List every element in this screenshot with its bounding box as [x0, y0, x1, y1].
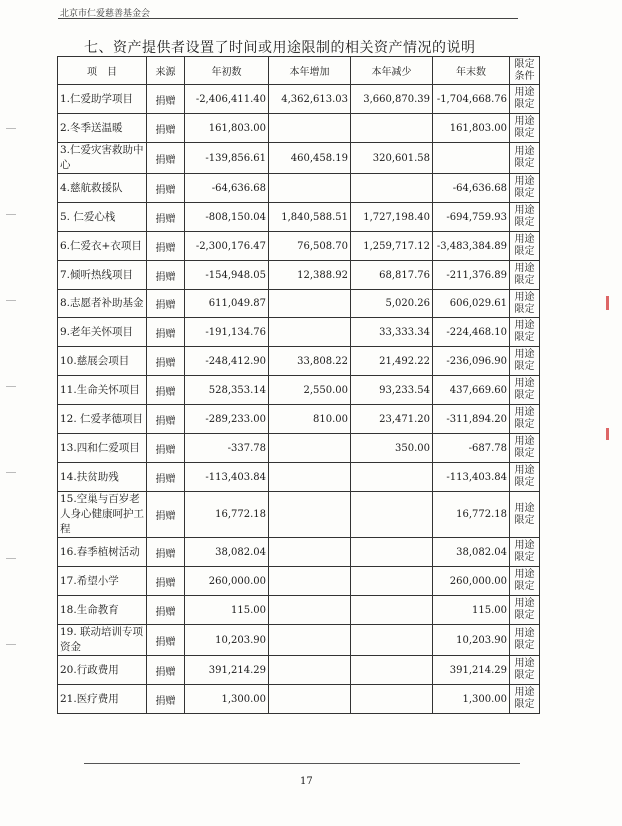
- cell-item: 20.行政费用: [58, 656, 147, 685]
- table-row: [58, 174, 540, 203]
- cell-increase: [269, 538, 351, 567]
- table-row: [58, 376, 540, 405]
- cell-source: 捐赠: [147, 114, 185, 143]
- column-header-opening: 年初数: [185, 57, 269, 85]
- cell-closing: 1,300.00: [433, 685, 510, 714]
- cell-decrease: 93,233.54: [351, 376, 433, 405]
- cell-item: 13.四和仁爱项目: [58, 434, 147, 463]
- cell-opening: -2,300,176.47: [185, 232, 269, 261]
- cell-increase: 12,388.92: [269, 261, 351, 290]
- table-row: [58, 143, 540, 174]
- cell-source: 捐赠: [147, 596, 185, 625]
- column-header-source: 来源: [147, 57, 185, 85]
- cell-item: 7.倾听热线项目: [58, 261, 147, 290]
- cell-source: 捐赠: [147, 492, 185, 538]
- cell-increase: [269, 174, 351, 203]
- cell-limit: 用途限定: [510, 261, 540, 290]
- cell-closing: -694,759.93: [433, 203, 510, 232]
- cell-increase: [269, 596, 351, 625]
- cell-decrease: 68,817.76: [351, 261, 433, 290]
- cell-closing: 161,803.00: [433, 114, 510, 143]
- cell-source: 捐赠: [147, 405, 185, 434]
- table-row: [58, 434, 540, 463]
- cell-increase: [269, 625, 351, 656]
- column-header-decrease: 本年减少: [351, 57, 433, 85]
- table-header-row: [58, 57, 540, 85]
- cell-increase: 810.00: [269, 405, 351, 434]
- cell-decrease: [351, 463, 433, 492]
- table-row: [58, 625, 540, 656]
- cell-closing: -687.78: [433, 434, 510, 463]
- cell-item: 4.慈航救援队: [58, 174, 147, 203]
- cell-opening: 611,049.87: [185, 290, 269, 318]
- organization-header: 北京市仁爱慈善基金会: [60, 9, 151, 19]
- cell-source: 捐赠: [147, 463, 185, 492]
- cell-decrease: [351, 114, 433, 143]
- cell-closing: -113,403.84: [433, 463, 510, 492]
- cell-item: 8.志愿者补助基金: [58, 290, 147, 318]
- cell-item: 1.仁爱助学项目: [58, 85, 147, 114]
- cell-opening: -64,636.68: [185, 174, 269, 203]
- cell-limit: 用途限定: [510, 492, 540, 538]
- cell-decrease: [351, 174, 433, 203]
- cell-closing: -311,894.20: [433, 405, 510, 434]
- margin-tick: [6, 214, 16, 215]
- cell-source: 捐赠: [147, 625, 185, 656]
- cell-source: 捐赠: [147, 538, 185, 567]
- cell-limit: 用途限定: [510, 290, 540, 318]
- cell-limit: 用途限定: [510, 685, 540, 714]
- cell-opening: 16,772.18: [185, 492, 269, 538]
- cell-item: 3.仁爱灾害救助中心: [58, 143, 147, 174]
- column-header-increase: 本年增加: [269, 57, 351, 85]
- cell-opening: 161,803.00: [185, 114, 269, 143]
- cell-opening: -289,233.00: [185, 405, 269, 434]
- margin-tick: [6, 128, 16, 129]
- cell-increase: [269, 434, 351, 463]
- cell-opening: 38,082.04: [185, 538, 269, 567]
- red-seal-mark: [606, 296, 609, 310]
- cell-source: 捐赠: [147, 203, 185, 232]
- cell-source: 捐赠: [147, 567, 185, 596]
- cell-closing: -224,468.10: [433, 318, 510, 347]
- cell-limit: 用途限定: [510, 143, 540, 174]
- cell-source: 捐赠: [147, 656, 185, 685]
- table-row: [58, 318, 540, 347]
- cell-limit: 用途限定: [510, 434, 540, 463]
- cell-closing: 115.00: [433, 596, 510, 625]
- cell-limit: 用途限定: [510, 567, 540, 596]
- cell-increase: [269, 290, 351, 318]
- cell-limit: 用途限定: [510, 376, 540, 405]
- column-header-limit: 限定条件: [510, 57, 540, 85]
- table-row: [58, 114, 540, 143]
- footer-divider: [84, 763, 520, 764]
- cell-increase: [269, 318, 351, 347]
- cell-opening: 528,353.14: [185, 376, 269, 405]
- table-row: [58, 261, 540, 290]
- cell-closing: -211,376.89: [433, 261, 510, 290]
- red-seal-mark: [606, 428, 609, 440]
- cell-increase: 1,840,588.51: [269, 203, 351, 232]
- cell-limit: 用途限定: [510, 625, 540, 656]
- cell-increase: [269, 114, 351, 143]
- cell-limit: 用途限定: [510, 203, 540, 232]
- cell-increase: [269, 463, 351, 492]
- cell-limit: 用途限定: [510, 463, 540, 492]
- restricted-assets-table: [57, 56, 540, 714]
- cell-closing: -1,704,668.76: [433, 85, 510, 114]
- cell-opening: -191,134.76: [185, 318, 269, 347]
- cell-decrease: 3,660,870.39: [351, 85, 433, 114]
- cell-item: 12. 仁爱孝德项目: [58, 405, 147, 434]
- cell-item: 21.医疗费用: [58, 685, 147, 714]
- cell-decrease: 320,601.58: [351, 143, 433, 174]
- cell-limit: 用途限定: [510, 174, 540, 203]
- cell-opening: 1,300.00: [185, 685, 269, 714]
- cell-increase: 460,458.19: [269, 143, 351, 174]
- column-header-item: 项 目: [58, 57, 147, 85]
- cell-decrease: 1,259,717.12: [351, 232, 433, 261]
- cell-increase: 76,508.70: [269, 232, 351, 261]
- table-row: [58, 538, 540, 567]
- cell-source: 捐赠: [147, 434, 185, 463]
- cell-source: 捐赠: [147, 174, 185, 203]
- cell-closing: 16,772.18: [433, 492, 510, 538]
- cell-decrease: [351, 685, 433, 714]
- page-number: 17: [300, 776, 313, 787]
- cell-limit: 用途限定: [510, 656, 540, 685]
- cell-source: 捐赠: [147, 261, 185, 290]
- cell-increase: [269, 656, 351, 685]
- table-row: [58, 567, 540, 596]
- margin-tick: [6, 300, 16, 301]
- section-title: 七、资产提供者设置了时间或用途限制的相关资产情况的说明: [84, 40, 476, 56]
- cell-limit: 用途限定: [510, 596, 540, 625]
- table-row: [58, 685, 540, 714]
- table-row: [58, 85, 540, 114]
- cell-limit: 用途限定: [510, 85, 540, 114]
- cell-closing: 437,669.60: [433, 376, 510, 405]
- cell-closing: 260,000.00: [433, 567, 510, 596]
- cell-opening: 260,000.00: [185, 567, 269, 596]
- cell-decrease: [351, 596, 433, 625]
- cell-closing: -3,483,384.89: [433, 232, 510, 261]
- cell-source: 捐赠: [147, 290, 185, 318]
- cell-increase: [269, 567, 351, 596]
- cell-opening: -154,948.05: [185, 261, 269, 290]
- cell-item: 9.老年关怀项目: [58, 318, 147, 347]
- cell-decrease: 33,333.34: [351, 318, 433, 347]
- table-body: [58, 85, 540, 714]
- cell-opening: 115.00: [185, 596, 269, 625]
- cell-decrease: [351, 625, 433, 656]
- cell-decrease: [351, 538, 433, 567]
- table-row: [58, 405, 540, 434]
- cell-source: 捐赠: [147, 232, 185, 261]
- cell-increase: [269, 685, 351, 714]
- cell-closing: -64,636.68: [433, 174, 510, 203]
- cell-limit: 用途限定: [510, 405, 540, 434]
- table-row: [58, 232, 540, 261]
- cell-opening: -139,856.61: [185, 143, 269, 174]
- cell-closing: 606,029.61: [433, 290, 510, 318]
- header-divider: [58, 18, 518, 19]
- cell-item: 5. 仁爱心栈: [58, 203, 147, 232]
- cell-closing: -236,096.90: [433, 347, 510, 376]
- cell-item: 6.仁爱衣+衣项目: [58, 232, 147, 261]
- cell-increase: 33,808.22: [269, 347, 351, 376]
- cell-item: 2.冬季送温暖: [58, 114, 147, 143]
- margin-tick: [6, 644, 16, 645]
- cell-source: 捐赠: [147, 318, 185, 347]
- cell-limit: 用途限定: [510, 538, 540, 567]
- margin-tick: [6, 558, 16, 559]
- cell-decrease: [351, 567, 433, 596]
- cell-source: 捐赠: [147, 685, 185, 714]
- table-row: [58, 596, 540, 625]
- cell-opening: -2,406,411.40: [185, 85, 269, 114]
- cell-limit: 用途限定: [510, 347, 540, 376]
- cell-decrease: [351, 656, 433, 685]
- cell-closing: 391,214.29: [433, 656, 510, 685]
- cell-increase: [269, 492, 351, 538]
- table-row: [58, 203, 540, 232]
- cell-opening: 10,203.90: [185, 625, 269, 656]
- cell-increase: 2,550.00: [269, 376, 351, 405]
- cell-limit: 用途限定: [510, 232, 540, 261]
- cell-closing: 10,203.90: [433, 625, 510, 656]
- column-header-closing: 年末数: [433, 57, 510, 85]
- margin-tick: [6, 386, 16, 387]
- cell-opening: -808,150.04: [185, 203, 269, 232]
- cell-decrease: [351, 492, 433, 538]
- cell-item: 18.生命教育: [58, 596, 147, 625]
- cell-source: 捐赠: [147, 347, 185, 376]
- cell-source: 捐赠: [147, 143, 185, 174]
- table-row: [58, 656, 540, 685]
- cell-item: 19. 联动培训专项资金: [58, 625, 147, 656]
- cell-decrease: 1,727,198.40: [351, 203, 433, 232]
- cell-opening: -248,412.90: [185, 347, 269, 376]
- cell-decrease: 350.00: [351, 434, 433, 463]
- table-row: [58, 463, 540, 492]
- cell-decrease: 5,020.26: [351, 290, 433, 318]
- cell-closing: [433, 143, 510, 174]
- cell-opening: 391,214.29: [185, 656, 269, 685]
- cell-decrease: 21,492.22: [351, 347, 433, 376]
- margin-tick: [6, 472, 16, 473]
- cell-opening: -113,403.84: [185, 463, 269, 492]
- cell-opening: -337.78: [185, 434, 269, 463]
- cell-item: 15.空巢与百岁老人身心健康呵护工程: [58, 492, 147, 538]
- cell-closing: 38,082.04: [433, 538, 510, 567]
- cell-source: 捐赠: [147, 376, 185, 405]
- table-row: [58, 290, 540, 318]
- table-row: [58, 347, 540, 376]
- cell-item: 10.慈展会项目: [58, 347, 147, 376]
- cell-decrease: 23,471.20: [351, 405, 433, 434]
- cell-item: 16.春季植树活动: [58, 538, 147, 567]
- cell-source: 捐赠: [147, 85, 185, 114]
- cell-item: 14.扶贫助残: [58, 463, 147, 492]
- cell-limit: 用途限定: [510, 114, 540, 143]
- cell-limit: 用途限定: [510, 318, 540, 347]
- table-row: [58, 492, 540, 538]
- cell-item: 11.生命关怀项目: [58, 376, 147, 405]
- cell-item: 17.希望小学: [58, 567, 147, 596]
- cell-increase: 4,362,613.03: [269, 85, 351, 114]
